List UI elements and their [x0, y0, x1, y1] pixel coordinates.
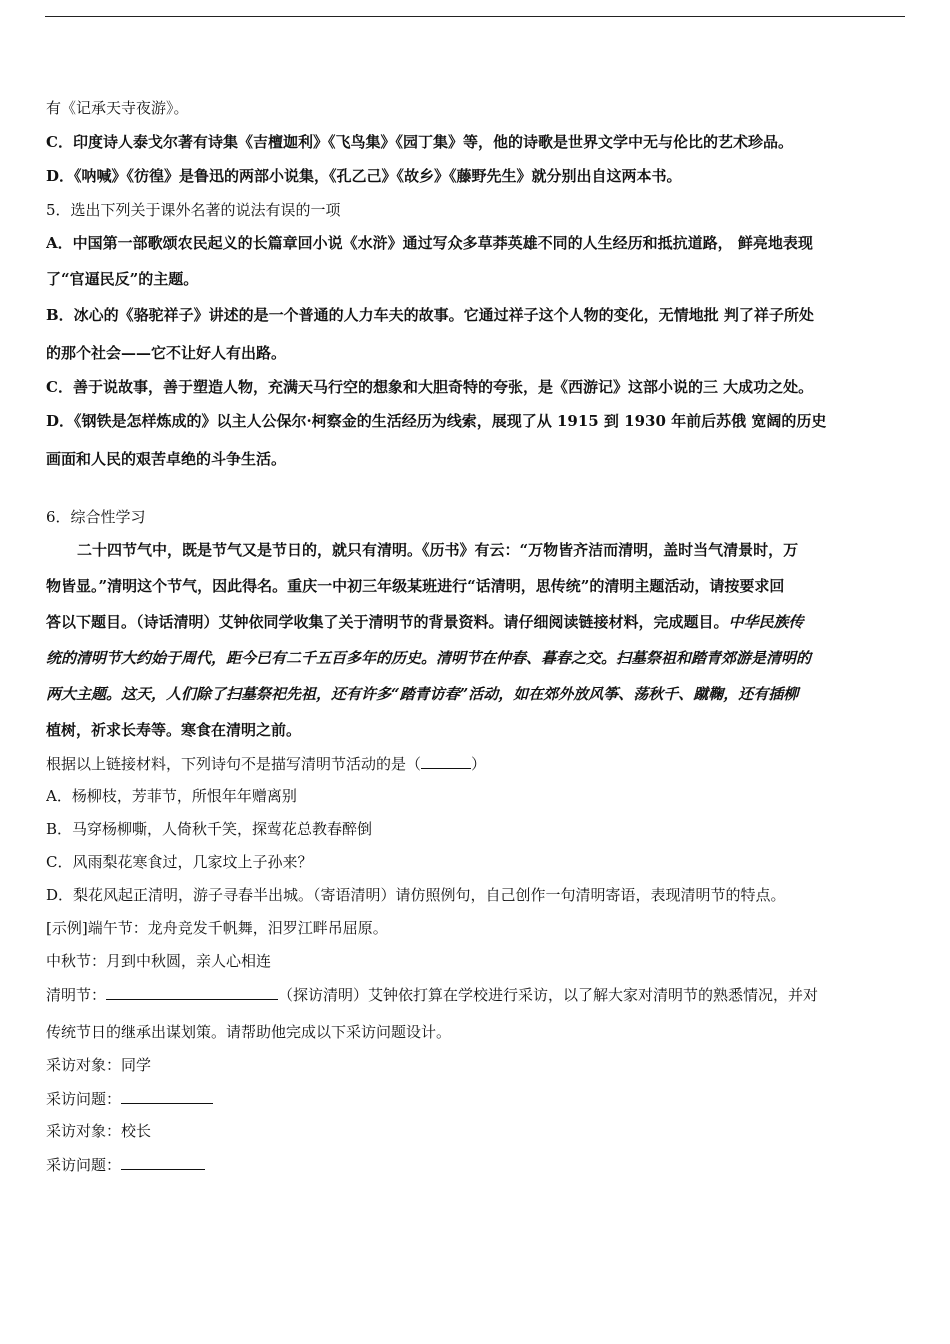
question-6-title: 6．综合性学习	[46, 508, 146, 526]
q5-option-b-line1: B．冰心的《骆驼祥子》讲述的是一个普通的人力车夫的故事。它通过祥子这个人物的变化，无情地批 判了祥子所处	[46, 306, 814, 324]
qingming-line	[46, 984, 904, 1004]
interview-question-2	[46, 1154, 904, 1174]
paragraph-line: 传统节日的继承出谋划策。请帮助他完成以下采访问题设计。	[46, 1023, 452, 1041]
link-material-text: 中华民族传	[728, 613, 804, 631]
mid-autumn-line: 中秋节：月到中秋圆，亲人心相连	[46, 952, 272, 970]
link-material-line: 统的清明节大约始于周代，距今已有二千五百多年的历史。清明节在仲春、暮春之交。扫墓祭祖和踏青郊游是清明的	[46, 649, 812, 667]
q5-option-d-line1: D．《钢铁是怎样炼成的》以主人公保尔·柯察金的生活经历为线索，展现了从 1915 到 1930 年前后苏俄 宽阔的历史	[46, 412, 827, 430]
option-d: D．《呐喊》《彷徨》是鲁迅的两部小说集，《孔乙己》《故乡》《藤野先生》就分别出自这两本书。	[46, 167, 682, 185]
qingming-blank[interactable]	[106, 984, 278, 1000]
paragraph-line	[46, 612, 904, 632]
example-line: [示例]端午节：龙舟竞发千帆舞，汨罗江畔吊屈原。	[46, 919, 388, 937]
answer-blank[interactable]	[421, 753, 471, 769]
q5-option-a-line2: 了“官逼民反”的主题。	[46, 270, 199, 288]
qingming-text: （探访清明）艾钟依打算在学校进行采访，以了解大家对清明节的熟悉情况，并对	[278, 986, 819, 1004]
link-material-line: 两大主题。这天，人们除了扫墓祭祀先祖，还有许多“踏青访春”活动，如在郊外放风筝、荡秋千、蹴鞠，还有插柳	[46, 685, 799, 703]
interview-question-label: 采访问题：	[46, 1156, 122, 1174]
paragraph-line: 物皆显。”清明这个节气，因此得名。重庆一中初三年级某班进行“话清明，思传统”的清明主题活动，请按要求回	[46, 577, 785, 595]
paragraph-line: 植树，祈求长寿等。寒食在清明之前。	[46, 721, 302, 739]
choice-b: B．马穿杨柳嘶，人倚秋千笑，探莺花总教春醉倒	[46, 820, 373, 838]
sub-question	[46, 753, 904, 773]
choice-a: A．杨柳枝，芳菲节，所恨年年赠离别	[46, 787, 297, 805]
interview-blank-1[interactable]	[121, 1088, 213, 1104]
text-line: 有《记承天寺夜游》。	[46, 99, 189, 117]
choice-c: C．风雨梨花寒食过，几家坟上子孙来？	[46, 853, 313, 871]
interview-target-2: 采访对象：校长	[46, 1122, 152, 1140]
qingming-label: 清明节：	[46, 986, 107, 1004]
q5-option-a-line1: A．中国第一部歌颂农民起义的长篇章回小说《水浒》通过写众多草莽英雄不同的人生经历和抵抗道路， 鲜亮地表现	[46, 234, 813, 252]
paragraph-line: 二十四节气中，既是节气又是节日的，就只有清明。《历书》有云：“万物皆齐洁而清明，盖时当气清景时，万	[77, 541, 799, 559]
interview-target-1: 采访对象：同学	[46, 1056, 152, 1074]
header-rule	[45, 16, 905, 17]
interview-question-label: 采访问题：	[46, 1090, 122, 1108]
option-c: C．印度诗人泰戈尔著有诗集《吉檀迦利》《飞鸟集》《园丁集》等，他的诗歌是世界文学中无与伦比的艺术珍品。	[46, 133, 793, 151]
q5-option-b-line2: 的那个社会——它不让好人有出路。	[46, 344, 287, 362]
q5-option-c: C．善于说故事，善于塑造人物，充满天马行空的想象和大胆奇特的夸张，是《西游记》这部小说的三 大成功之处。	[46, 378, 814, 396]
question-5-title: 5．选出下列关于课外名著的说法有误的一项	[46, 201, 341, 219]
interview-question-1	[46, 1088, 904, 1108]
sub-question-close: ）	[471, 755, 487, 773]
document-page	[46, 98, 904, 1174]
q5-option-d-line2: 画面和人民的艰苦卓绝的斗争生活。	[46, 450, 287, 468]
paragraph-text: 答以下题目。（诗话清明）艾钟依同学收集了关于清明节的背景资料。请仔细阅读链接材料，完成题目。	[46, 613, 729, 631]
choice-d: D．梨花风起正清明，游子寻春半出城。（寄语清明）请仿照例句，自己创作一句清明寄语，表现清明节的特点。	[46, 886, 786, 904]
interview-blank-2[interactable]	[121, 1154, 205, 1170]
sub-question-text: 根据以上链接材料，下列诗句不是描写清明节活动的是（	[46, 755, 422, 773]
